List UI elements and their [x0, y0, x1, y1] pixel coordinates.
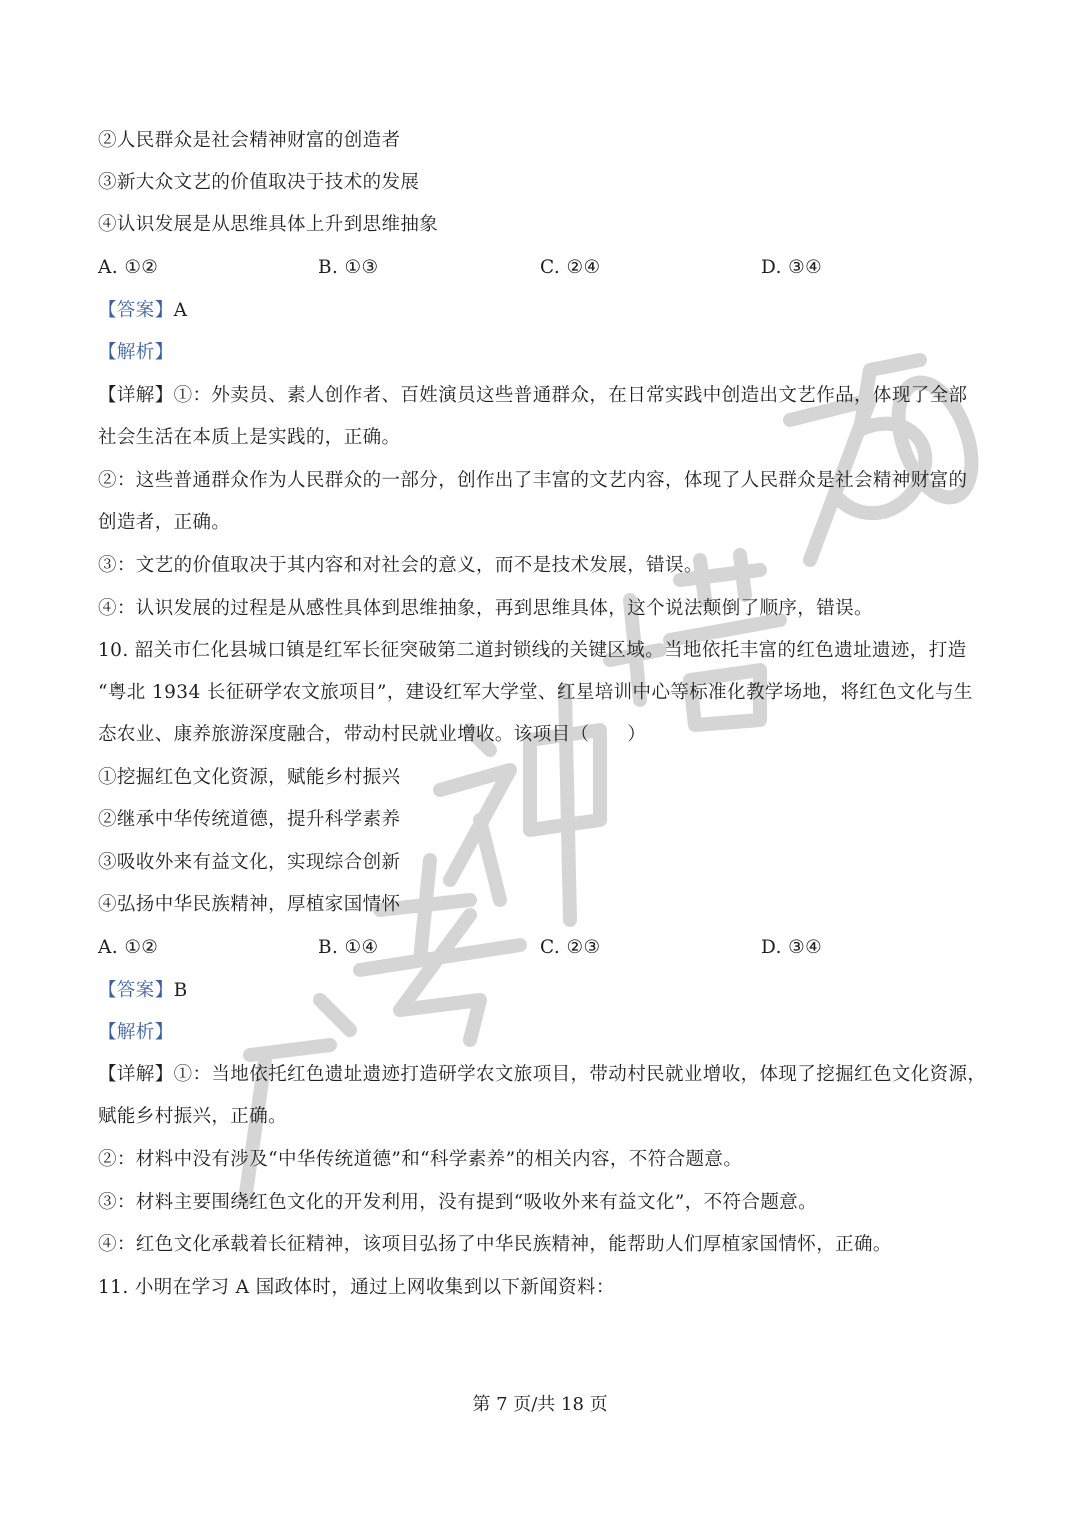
q10-statement-4: ④弘扬中华民族精神，厚植家国情怀	[98, 894, 401, 915]
answer-value: A	[173, 300, 188, 321]
q10-option-d: D. ③④	[761, 937, 823, 958]
answer-value: B	[173, 980, 188, 1001]
q10-detail-line-4: ③：材料主要围绕红色文化的开发利用，没有提到“吸收外来有益文化”，不符合题意。	[98, 1192, 818, 1213]
q9-option-a: A. ①②	[98, 257, 159, 278]
q9-analysis-heading	[98, 340, 983, 366]
q10-answer	[98, 978, 983, 1004]
detail-text: ①：外卖员、素人创作者、百姓演员这些普通群众，在日常实践中创造出文艺作品，体现了全部	[173, 385, 968, 406]
q9-detail-line-6: ④：认识发展的过程是从感性具体到思维抽象，再到思维具体，这个说法颠倒了顺序，错误。	[98, 598, 873, 619]
q9-statement-2: ②人民群众是社会精神财富的创造者	[98, 130, 401, 151]
q9-option-d: D. ③④	[761, 257, 823, 278]
q9-option-c: C. ②④	[540, 257, 601, 278]
q9-statement-4: ④认识发展是从思维具体上升到思维抽象	[98, 214, 439, 235]
q10-statement-2: ②继承中华传统道德，提升科学素养	[98, 809, 401, 830]
q10-stem-line-3: 态农业、康养旅游深度融合，带动村民就业增收。该项目（ ）	[98, 724, 647, 745]
q9-detail-line-1	[98, 383, 983, 409]
q10-detail-line-5: ④：红色文化承载着长征精神，该项目弘扬了中华民族精神，能帮助人们厚植家国情怀，正确。	[98, 1234, 892, 1255]
q10-stem-line-2: “粤北 1934 长征研学农文旅项目”，建设红军大学堂、红星培训中心等标准化教学场地，将红色文化与生	[98, 682, 973, 703]
detail-tag: 【详解】	[98, 1064, 174, 1085]
answer-tag: 【答案】	[98, 980, 174, 1001]
detail-text: ①：当地依托红色遗址遗迹打造研学农文旅项目，带动村民就业增收，体现了挖掘红色文化资源，	[173, 1064, 987, 1085]
q9-answer	[98, 298, 983, 324]
q10-option-b: B. ①④	[318, 937, 379, 958]
q10-option-a: A. ①②	[98, 937, 159, 958]
q10-detail-line-3: ②：材料中没有涉及“中华传统道德”和“科学素养”的相关内容，不符合题意。	[98, 1149, 743, 1170]
analysis-tag: 【解析】	[98, 1022, 174, 1043]
detail-tag: 【详解】	[98, 385, 174, 406]
answer-tag: 【答案】	[98, 300, 174, 321]
q10-stem-line-1: 10. 韶关市仁化县城口镇是红军长征突破第二道封锁线的关键区域。当地依托丰富的红色遗址遗迹，打造	[98, 640, 967, 661]
q10-statement-1: ①挖掘红色文化资源，赋能乡村振兴	[98, 767, 401, 788]
q9-detail-line-2: 社会生活在本质上是实践的，正确。	[98, 427, 401, 448]
q9-statement-3: ③新大众文艺的价值取决于技术的发展	[98, 172, 420, 193]
q9-detail-line-5: ③：文艺的价值取决于其内容和对社会的意义，而不是技术发展，错误。	[98, 555, 703, 576]
q10-detail-line-1	[98, 1062, 987, 1088]
analysis-tag: 【解析】	[98, 342, 174, 363]
q10-option-c: C. ②③	[540, 937, 601, 958]
q10-statement-3: ③吸收外来有益文化，实现综合创新	[98, 852, 401, 873]
q10-analysis-heading	[98, 1020, 983, 1046]
q11-stem-line-1: 11. 小明在学习 A 国政体时，通过上网收集到以下新闻资料：	[98, 1277, 615, 1298]
q10-detail-line-2: 赋能乡村振兴，正确。	[98, 1106, 288, 1127]
q9-option-b: B. ①③	[318, 257, 379, 278]
q9-detail-line-4: 创造者，正确。	[98, 512, 231, 533]
page-number: 第 7 页/共 18 页	[472, 1394, 608, 1415]
q9-detail-line-3: ②：这些普通群众作为人民群众的一部分，创作出了丰富的文艺内容，体现了人民群众是社会精神财富的	[98, 470, 968, 491]
